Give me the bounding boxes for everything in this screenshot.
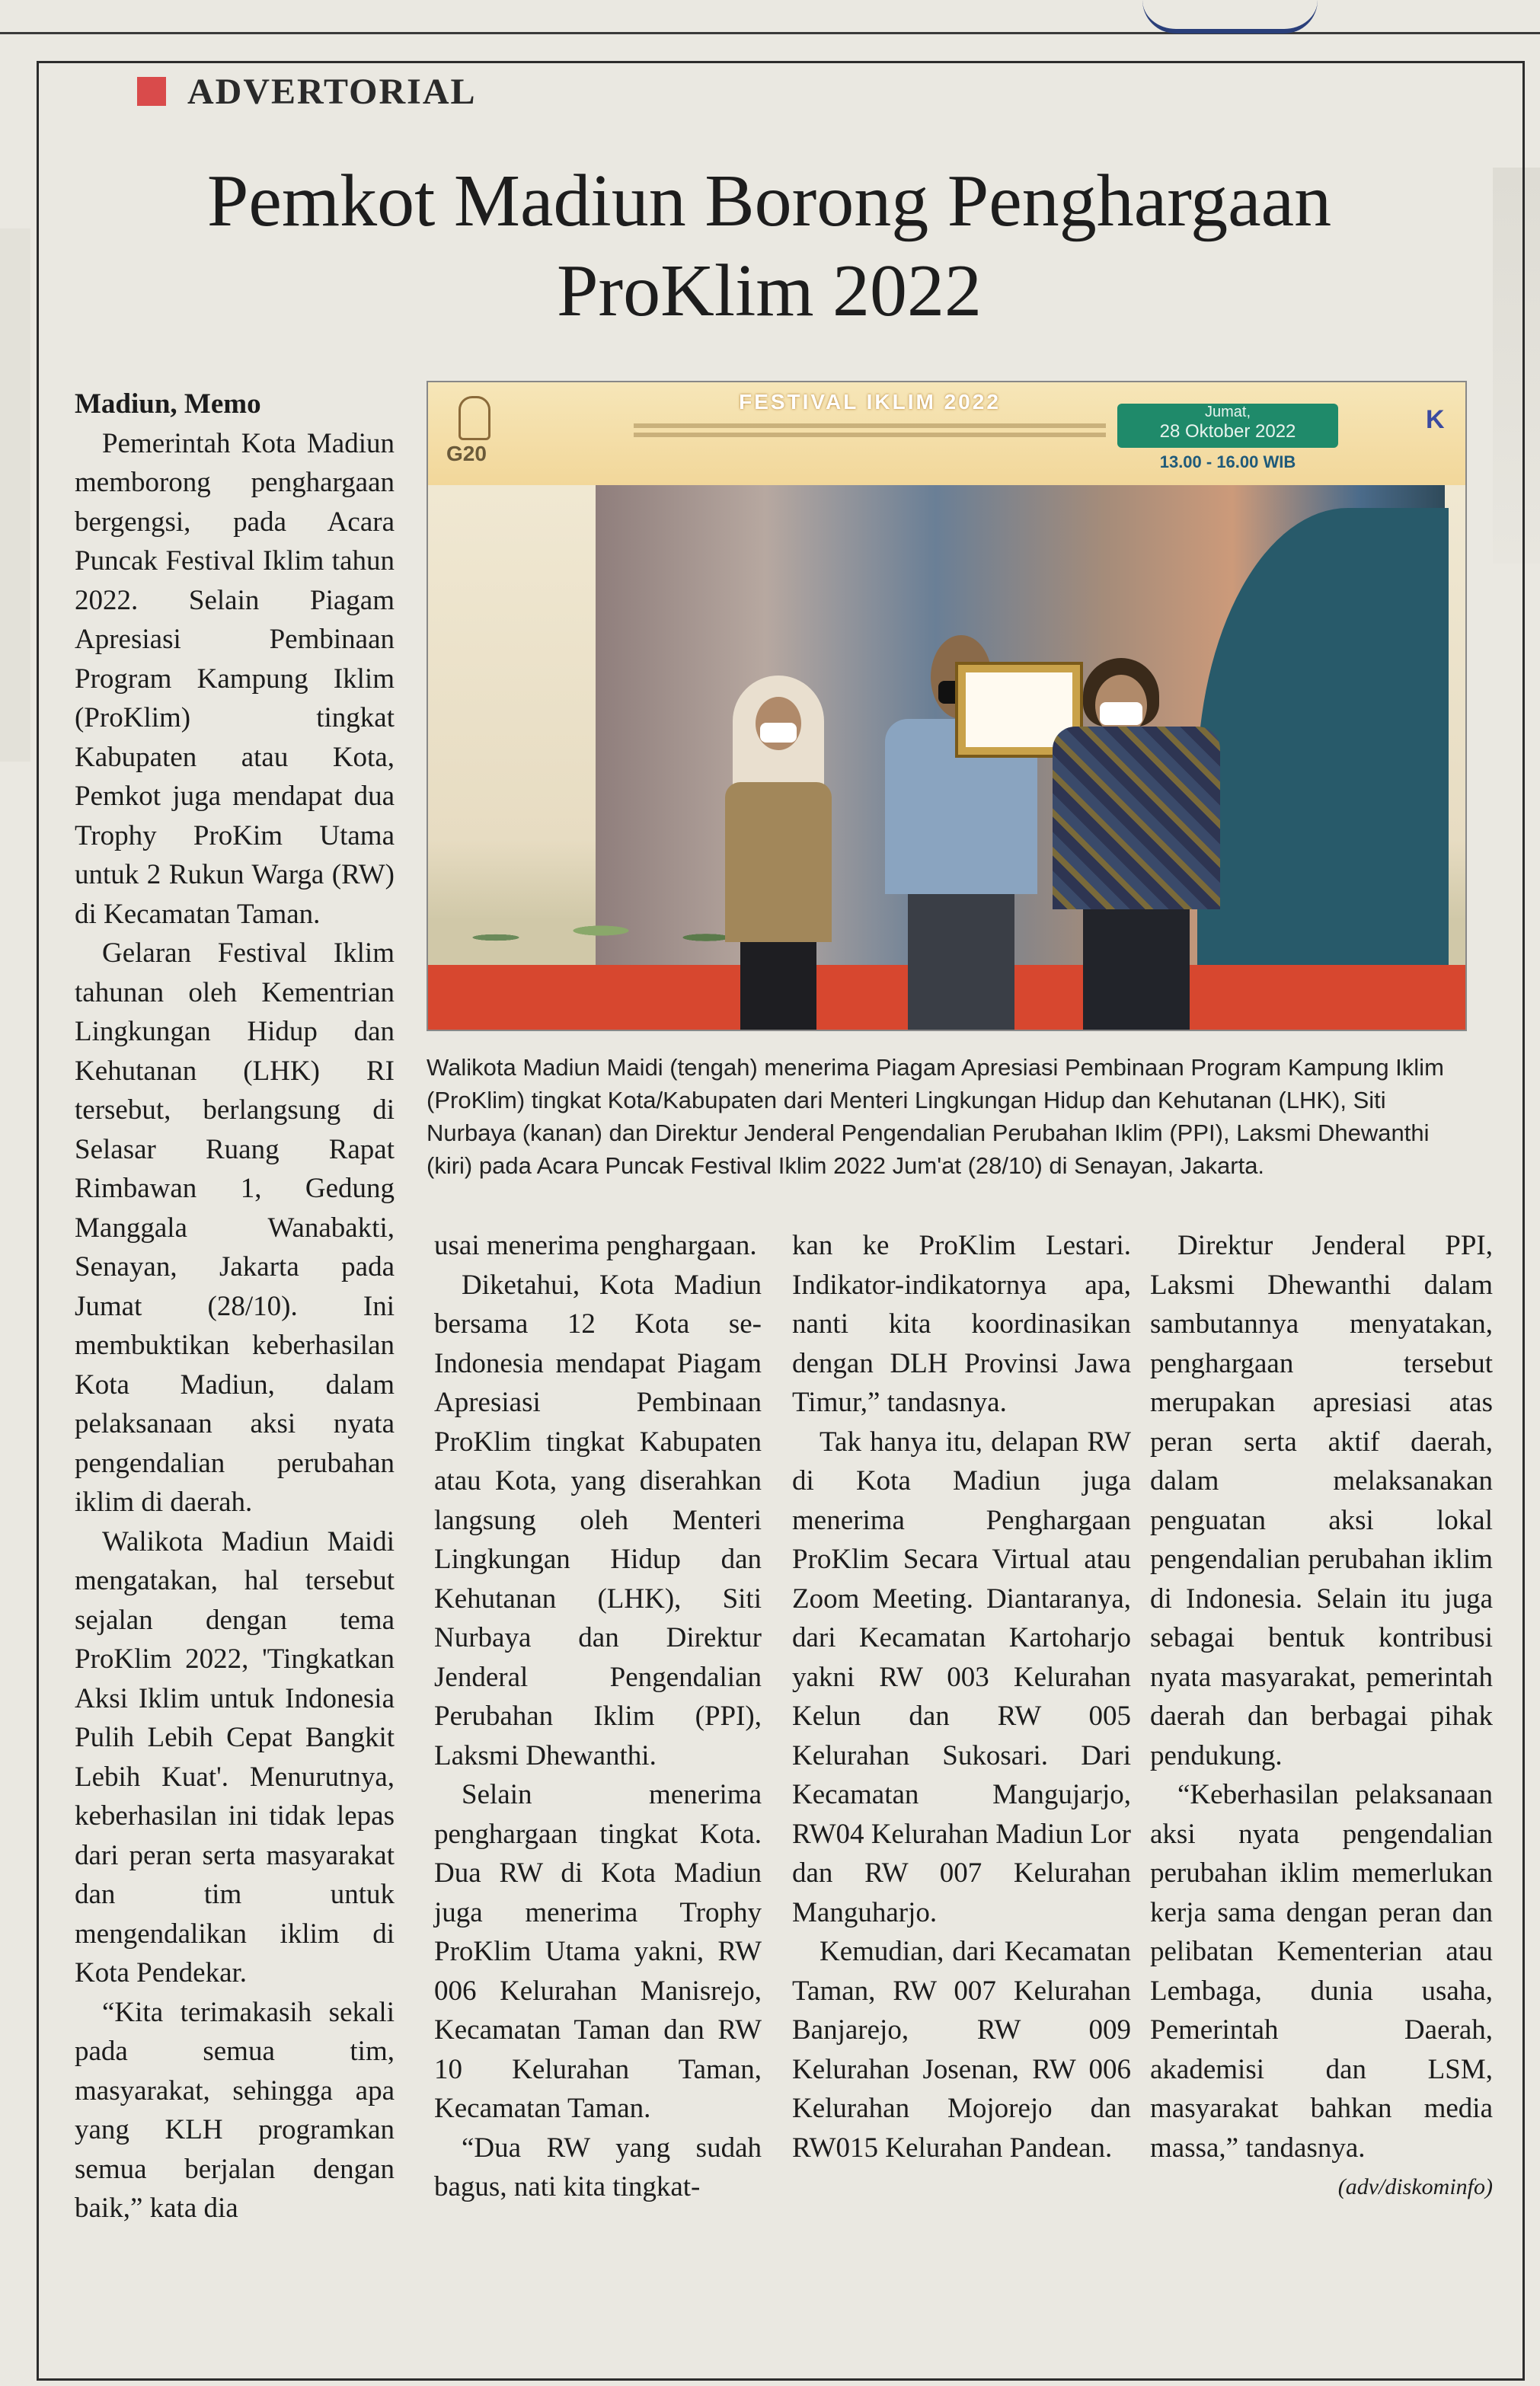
ministry-logo-icon: K <box>1426 405 1445 434</box>
headline <box>46 156 1493 336</box>
article-column-1 <box>75 385 395 2228</box>
adjacent-page-bleed-left <box>0 228 30 762</box>
article-column-2 <box>434 1226 762 2207</box>
person-left <box>733 676 824 1031</box>
paragraph: “Dua RW yang sudah bagus, nati kita tingkat- <box>434 2132 762 2202</box>
paragraph: Walikota Madiun Maidi mengatakan, hal tersebut sejalan dengan tema ProKlim 2022, 'Tingkatkan Aksi Iklim untuk Indonesia Pulih Lebih Cepat Bangkit Lebih Kuat'. Menurutnya, keberhasilan ini tidak lepas dari peran serta masyarakat dan tim untuk mengendalikan iklim di Kota Pendekar. <box>75 1525 395 1988</box>
article-column-3 <box>792 1226 1131 2167</box>
paragraph: Pemerintah Kota Madiun memborong penghargaan bergengsi, pada Acara Puncak Festival Iklim tahun 2022. Selain Piagam Apresiasi Pembinaan Program Kampung Iklim (ProKlim) tingkat Kabupaten atau Kota, Pemkot juga mendapat dua Trophy ProKim Utama untuk 2 Rukun Warga (RW) di Kecamatan Taman. <box>75 427 395 930</box>
time-range: 13.00 - 16.00 WIB <box>1159 452 1296 471</box>
top-rule <box>0 32 1540 34</box>
section-kicker <box>137 72 477 110</box>
headline-line-2: ProKlim 2022 <box>556 250 982 332</box>
paragraph: Tak hanya itu, delapan RW di Kota Madiun juga menerima Penghargaan ProKlim Secara Virtual atau Zoom Meeting. Diantaranya, dari Kecamatan Kartoharjo yakni RW 003 Kelurahan Kelun dan RW 005 Kelurahan Sukosari. Dari Kecamatan Mangujarjo, RW04 Kelurahan Madiun Lor dan RW 007 Kelurahan Manguharjo. <box>792 1426 1131 1928</box>
paragraph: “Keberhasilan pelaksanaan aksi nyata pengendalian perubahan iklim memerlukan kerja sama dengan peran dan pelibatan Kementerian atau Lembaga, dunia usaha, Pemerintah Daerah, akademisi dan LSM, masyarakat bahkan media massa,” tandasnya. <box>1150 1779 1493 2164</box>
paragraph: kan ke ProKlim Lestari. Indikator-indikatornya apa, nanti kita koordinasikan dengan DLH Provinsi Jawa Timur,” tandasnya. <box>792 1230 1131 1418</box>
headline-line-1: Pemkot Madiun Borong Penghargaan <box>206 160 1332 242</box>
kicker-label: ADVERTORIAL <box>187 71 477 112</box>
paragraph: usai menerima penghargaan. <box>434 1230 757 1261</box>
date-box <box>1117 404 1338 448</box>
credit-line: (adv/diskominfo) <box>1337 2174 1493 2199</box>
date-day: Jumat, <box>1204 404 1251 420</box>
paragraph: Kemudian, dari Kecamatan Taman, RW 007 Kelurahan Banjarejo, RW 009 Kelurahan Josenan, RW 006 Kelurahan Mojorejo dan RW015 Kelurahan Pandean. <box>792 1936 1131 2164</box>
g20-emblem-icon <box>458 396 490 440</box>
g20-logo: G20 <box>446 442 487 465</box>
photo-caption: Walikota Madiun Maidi (tengah) menerima Piagam Apresiasi Pembinaan Program Kampung Iklim (ProKlim) tingkat Kota/Kabupaten dari Menteri Lingkungan Hidup dan Kehutanan (LHK), Siti Nurbaya (kanan) dan Direktur Jenderal Pengendalian Perubahan Iklim (PPI), Laksmi Dhewanthi (kiri) pada Acara Puncak Festival Iklim 2022 Jum'at (28/10) di Senayan, Jakarta. <box>427 1054 1444 1179</box>
person-right <box>1083 658 1190 1031</box>
banner-subtitle-illegible <box>634 419 1106 449</box>
date-value: 28 Oktober 2022 <box>1159 421 1296 442</box>
paragraph: “Kita terimakasih sekali pada semua tim, masyarakat, sehingga apa yang KLH programkan semua berjalan dengan baik,” kata dia <box>75 1996 395 2224</box>
paragraph: Selain menerima penghargaan tingkat Kota. Dua RW di Kota Madiun juga menerima Trophy ProKlim Utama yakni, RW 006 Kelurahan Manisrejo, Kecamatan Taman dan RW 10 Kelurahan Taman, Kecamatan Taman. <box>434 1779 762 2124</box>
kicker-square-icon <box>137 77 166 106</box>
article-column-4 <box>1150 1226 1493 2207</box>
event-banner <box>428 382 1465 485</box>
paragraph: Direktur Jenderal PPI, Laksmi Dhewanthi dalam sambutannya menyatakan, penghargaan tersebut merupakan apresiasi atas peran serta aktif daerah, dalam melaksanakan penguatan aksi lokal pengendalian perubahan iklim di Indonesia. Selain itu juga sebagai bentuk kontribusi nyata masyarakat, pemerintah daerah dan berbagai pihak pendukung. <box>1150 1230 1493 1771</box>
banner-title: FESTIVAL IKLIM 2022 <box>739 390 1001 414</box>
masthead-logo-fragment <box>1142 0 1318 34</box>
paragraph: Diketahui, Kota Madiun bersama 12 Kota se-Indonesia mendapat Piagam Apresiasi Pembinaan ProKlim tingkat Kabupaten atau Kota, yang diserahkan langsung oleh Menteri Lingkungan Hidup dan Kehutanan (LHK), Siti Nurbaya dan Direktur Jenderal Pengendalian Perubahan Iklim (PPI), Laksmi Dhewanthi. <box>434 1269 762 1771</box>
article-photo <box>427 381 1467 1031</box>
paragraph: Gelaran Festival Iklim tahunan oleh Kementrian Lingkungan Hidup dan Kehutanan (LHK) RI tersebut, berlangsung di Selasar Ruang Rapat Rimbawan 1, Gedung Manggala Wanabakti, Senayan, Jakarta pada Jumat (28/10). Ini membuktikan keberhasilan Kota Madiun, dalam pelaksanaan aksi nyata pengendalian perubahan iklim di daerah. <box>75 937 395 1518</box>
dateline: Madiun, Memo <box>75 388 261 420</box>
